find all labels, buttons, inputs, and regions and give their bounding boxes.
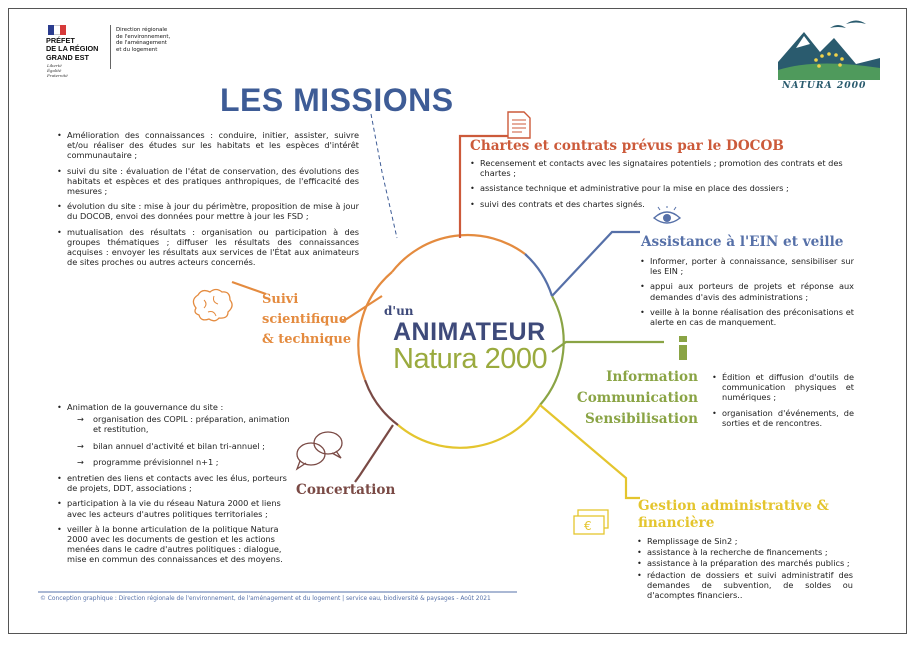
suivi-item: • Amélioration des connaissances : conduire, initier, assister, suivre et/ou réaliser des études sur les habitats et les espèces d'intérêt communautaire ; — [57, 130, 359, 161]
footer-credit: © Conception graphique : Direction régionale de l'environnement, de l'aménagement et du logement | service eau, biodiversité & paysages - Août 2021 — [40, 596, 491, 602]
suivi-item: • suivi du site : évaluation de l'état de conservation, des évolutions des habitats et espèces et des pratiques anthropiques, de l'efficacité des mesures ; — [57, 166, 359, 197]
concertation-sub-item: → programme prévisionnel n+1 ; — [77, 457, 293, 467]
gestion-heading-1: Gestion administrative & — [638, 498, 829, 514]
arc-gestion — [398, 405, 540, 448]
prefet-line1: PRÉFET — [46, 36, 75, 45]
concertation-item: • entretien des liens et contacts avec les élus, porteurs de projets, DDT, associations ; — [57, 473, 293, 493]
assistance-item: • appui aux porteurs de projets et réponse aux demandes d'avis des administrations ; — [640, 281, 854, 301]
connector-assistance — [552, 232, 640, 296]
motto-fraternite: Fraternité — [47, 73, 68, 78]
suivi-heading — [262, 290, 351, 350]
chartes-item: • assistance technique et administrative pour la mise en place des dossiers ; — [470, 183, 854, 193]
information-heading-1: Information — [606, 369, 698, 385]
center-animateur: ANIMATEUR — [393, 318, 546, 346]
gestion-heading — [638, 498, 829, 532]
concertation-list — [57, 402, 293, 570]
prefet-line2: DE LA RÉGION — [46, 44, 99, 54]
information-item: • Édition et diffusion d'outils de communication physiques et numériques ; — [712, 372, 854, 403]
gestion-list — [637, 536, 853, 601]
center-dun: d'un — [384, 304, 414, 318]
page-title: LES MISSIONS — [220, 82, 454, 118]
suivi-list — [57, 130, 359, 272]
information-list — [712, 372, 854, 433]
suivi-item: • mutualisation des résultats : organisation ou participation à des groupes thématiques ; diffuser les résultats des connaissances acquises : envoyer les résultats aux services de l'État aux animateurs de sites proches ou autres acteurs concernés. — [57, 227, 359, 268]
gestion-item: • rédaction de dossiers et suivi administratif des demandes de subvention, de soldes ou d'acomptes financiers.. — [637, 570, 853, 601]
assistance-list — [640, 256, 854, 332]
information-heading-2: Communication — [576, 390, 698, 406]
suivi-item: • évolution du site : mise à jour du périmètre, proposition de mise à jour du DOCOB, envoi des données pour mettre à jour les FSD ; — [57, 201, 359, 221]
natura-logo-text: NATURA 2000 — [782, 80, 867, 91]
arc-assistance — [525, 254, 552, 296]
concertation-intro — [57, 402, 293, 467]
center-natura: Natura 2000 — [393, 343, 548, 375]
connector-suivi — [232, 282, 266, 294]
connector-information — [552, 342, 664, 352]
concertation-intro-text: Animation de la gouvernance du site : — [67, 402, 224, 412]
assistance-item: • Informer, porter à connaissance, sensibiliser sur les EIN ; — [640, 256, 854, 276]
suivi-heading-1: Suivi — [262, 292, 299, 307]
concertation-heading: Concertation — [296, 482, 396, 498]
motto-egalite: Égalité — [47, 68, 62, 73]
assistance-item: • veille à la bonne réalisation des préconisations et alerte en cas de manquement. — [640, 307, 854, 327]
info-icon — [676, 336, 690, 360]
gestion-heading-2: financière — [638, 515, 715, 531]
chartes-heading: Chartes et contrats prévus par le DOCOB — [470, 138, 784, 154]
direction-line3: de l'aménagement — [116, 40, 167, 47]
speech-bubbles-icon — [294, 428, 346, 472]
suivi-heading-2: scientifique — [262, 312, 348, 327]
money-icon — [572, 508, 610, 538]
suivi-heading-3: & technique — [262, 332, 352, 347]
document-icon — [506, 110, 532, 140]
concertation-item: • participation à la vie du réseau Natura 2000 et liens avec les acteurs d'autres politiques territoriales ; — [57, 498, 293, 518]
svg-text:€: € — [584, 519, 592, 533]
assistance-heading: Assistance à l'EIN et veille — [641, 234, 844, 250]
direction-line2: de l'environnement, — [116, 33, 171, 40]
chartes-item: • Recensement et contacts avec les signataires potentiels ; promotion des contrats et des chartes ; — [470, 158, 854, 178]
arc-left — [358, 272, 392, 380]
direction-line4: et du logement — [116, 46, 158, 53]
concertation-sub-item: → bilan annuel d'activité et bilan tri-annuel ; — [77, 441, 293, 451]
information-item: • organisation d'événements, de sorties et de rencontres. — [712, 408, 854, 428]
gestion-item: • Remplissage de Sin2 ; — [637, 536, 853, 546]
information-heading — [576, 367, 698, 430]
motto-liberte: Liberté — [47, 63, 62, 68]
arc-concertation — [365, 380, 398, 425]
title-connector — [371, 114, 397, 238]
information-heading-3: Sensibilisation — [584, 411, 698, 427]
concertation-sub-item: → organisation des COPIL : préparation, animation et restitution, — [77, 414, 293, 434]
gestion-item: • assistance à la recherche de financements ; — [637, 547, 853, 557]
concertation-item: • veiller à la bonne articulation de la politique Natura 2000 avec les documents de gestion et les actions menées dans le cadre d'autres politiques : dialogue, mise en commun des connaissances et des moyens. — [57, 524, 293, 565]
brain-icon — [188, 288, 234, 326]
gestion-item: • assistance à la préparation des marchés publics ; — [637, 558, 853, 568]
arc-suivi — [392, 235, 525, 272]
connector-concertation — [355, 425, 393, 482]
chartes-item: • suivi des contrats et des chartes signés. — [470, 199, 854, 209]
chartes-list — [470, 158, 854, 214]
prefet-line3: GRAND EST — [46, 52, 89, 62]
direction-line1: Direction régionale — [116, 27, 168, 33]
